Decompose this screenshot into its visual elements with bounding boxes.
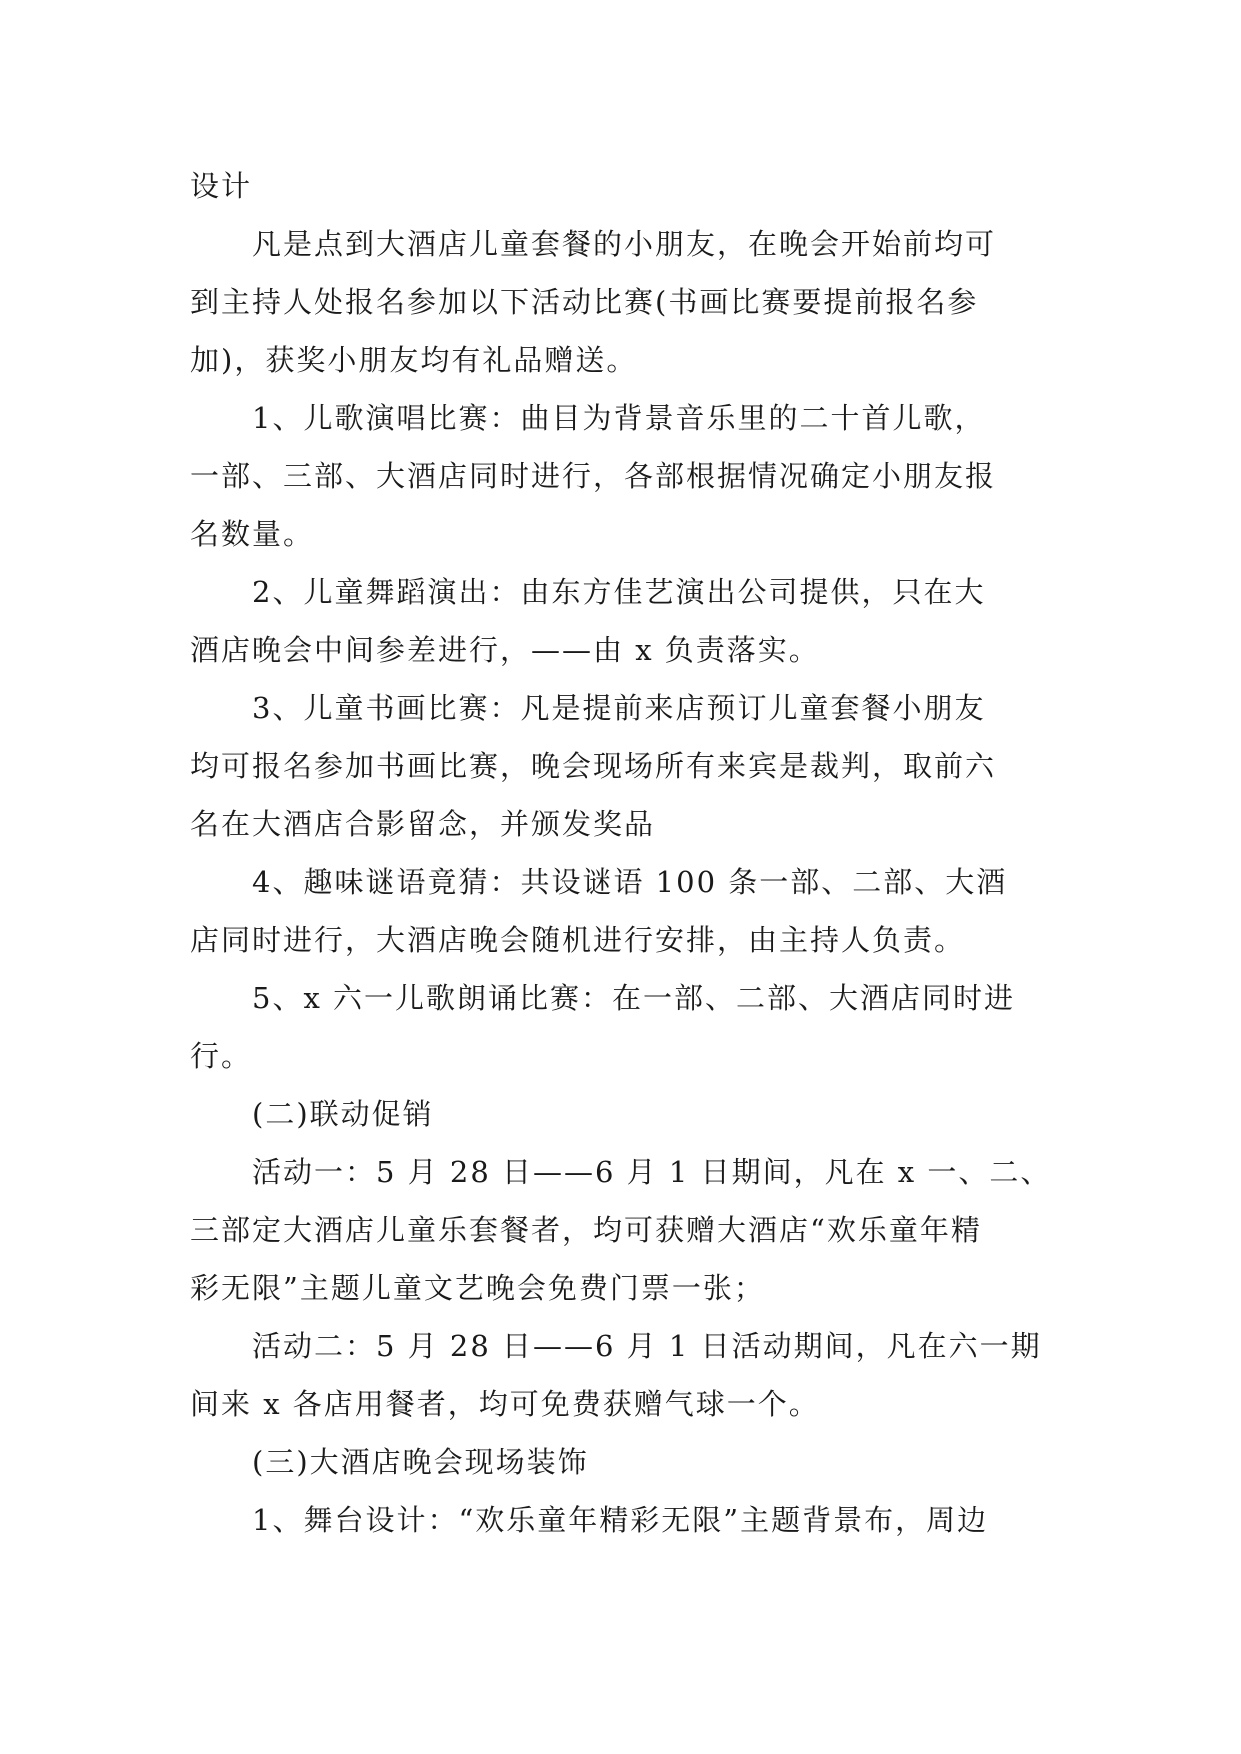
text-line: 设计 — [190, 169, 253, 203]
paragraph-stage-design — [190, 1491, 1050, 1549]
paragraph-intro — [190, 215, 1050, 389]
section-heading-decoration — [190, 1433, 1050, 1491]
text-line: 均可报名参加书画比赛，晚会现场所有来宾是裁判，取前六 — [190, 749, 997, 783]
section-heading-promotion — [190, 1085, 1050, 1143]
text-line: 1、舞台设计：“欢乐童年精彩无限”主题背景布，周边 — [252, 1503, 989, 1537]
paragraph-activity-2 — [190, 1317, 1050, 1433]
text-line: 加)，获奖小朋友均有礼品赠送。 — [190, 343, 638, 377]
section-heading: (三)大酒店晚会现场装饰 — [252, 1445, 589, 1479]
paragraph-continuation — [190, 157, 1050, 215]
text-line: 4、趣味谜语竟猜：共设谜语 100 条一部、二部、大酒 — [252, 865, 1008, 899]
text-line: 活动一：5 月 28 日——6 月 1 日期间，凡在 x 一、二、 — [252, 1155, 1052, 1189]
text-line: 彩无限”主题儿童文艺晚会免费门票一张； — [190, 1271, 765, 1305]
text-line: 名数量。 — [190, 517, 315, 551]
text-line: 2、儿童舞蹈演出：由东方佳艺演出公司提供，只在大 — [252, 575, 986, 609]
text-line: 酒店晚会中间参差进行，——由 x 负责落实。 — [190, 633, 820, 667]
text-line: 到主持人处报名参加以下活动比赛(书画比赛要提前报名参 — [190, 285, 979, 319]
text-line: 间来 x 各店用餐者，均可免费获赠气球一个。 — [190, 1387, 820, 1421]
text-line: 名在大酒店合影留念，并颁发奖品 — [190, 807, 656, 841]
paragraph-item-1 — [190, 389, 1050, 563]
paragraph-item-3 — [190, 679, 1050, 853]
text-line: 一部、三部、大酒店同时进行，各部根据情况确定小朋友报 — [190, 459, 997, 493]
text-line: 1、儿歌演唱比赛：曲目为背景音乐里的二十首儿歌， — [252, 401, 986, 435]
document-body — [190, 157, 1050, 1549]
text-line: 行。 — [190, 1039, 253, 1073]
text-line: 活动二：5 月 28 日——6 月 1 日活动期间，凡在六一期 — [252, 1329, 1042, 1363]
paragraph-activity-1 — [190, 1143, 1050, 1317]
paragraph-item-4 — [190, 853, 1050, 969]
paragraph-item-5 — [190, 969, 1050, 1085]
section-heading: (二)联动促销 — [252, 1097, 434, 1131]
text-line: 凡是点到大酒店儿童套餐的小朋友，在晚会开始前均可 — [252, 227, 997, 261]
text-line: 5、x 六一儿歌朗诵比赛：在一部、二部、大酒店同时进 — [252, 981, 1016, 1015]
paragraph-item-2 — [190, 563, 1050, 679]
text-line: 店同时进行，大酒店晚会随机进行安排，由主持人负责。 — [190, 923, 966, 957]
text-line: 三部定大酒店儿童乐套餐者，均可获赠大酒店“欢乐童年精 — [190, 1213, 982, 1247]
text-line: 3、儿童书画比赛：凡是提前来店预订儿童套餐小朋友 — [252, 691, 986, 725]
